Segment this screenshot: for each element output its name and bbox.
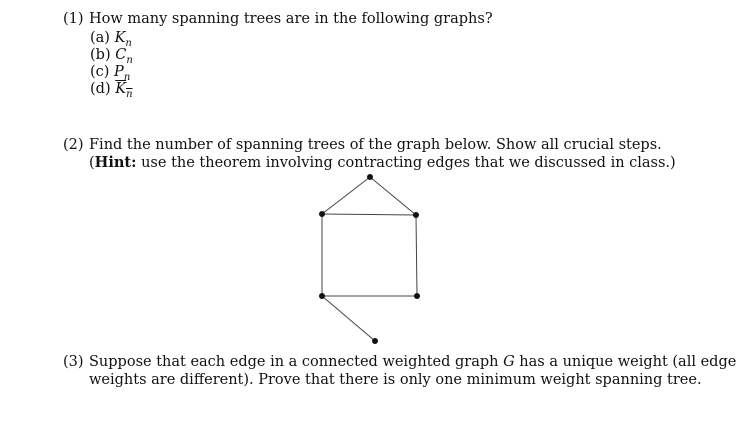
- question-1-item-d: (d) $K_n$: [90, 81, 133, 100]
- graph-variable: G: [503, 354, 515, 370]
- vertex-upper-left: [319, 211, 325, 217]
- question-2-text: Find the number of spanning trees of the graph below. Show all crucial steps.: [89, 137, 662, 153]
- question-1-number: (1): [63, 11, 84, 27]
- edge-lower-left-pendant: [322, 296, 375, 341]
- edge-top-upper-left: [322, 177, 370, 214]
- question-2-number: (2): [63, 137, 84, 153]
- question-1-item-a: (a) $K_n$: [90, 30, 132, 49]
- question-1-item-c: (c) $P_n$: [90, 64, 131, 83]
- question-2-hint: (Hint: use the theorem involving contracting edges that we discussed in class.): [89, 154, 676, 171]
- vertex-upper-right: [413, 212, 419, 218]
- question-1-text: How many spanning trees are in the following graphs?: [89, 11, 493, 27]
- vertex-pendant: [372, 338, 378, 344]
- vertex-lower-right: [414, 293, 420, 299]
- hint-label: Hint:: [94, 154, 137, 171]
- edge-top-upper-right: [370, 177, 416, 215]
- question-3: (3) Suppose that each edge in a connected weighted graph G has a unique weight (all edge: [63, 354, 736, 370]
- edge-upper-left-upper-right: [322, 214, 416, 215]
- edge-upper-right-lower-right: [416, 215, 417, 296]
- question-1-item-b: (b) $C_n$: [90, 47, 133, 66]
- vertex-top: [367, 174, 373, 180]
- question-3-number: (3): [63, 354, 84, 370]
- complement-k-n: $K_n$: [115, 81, 133, 100]
- question-3-line-2: weights are different). Prove that there is only one minimum weight spanning tree.: [89, 372, 702, 388]
- vertex-lower-left: [319, 293, 325, 299]
